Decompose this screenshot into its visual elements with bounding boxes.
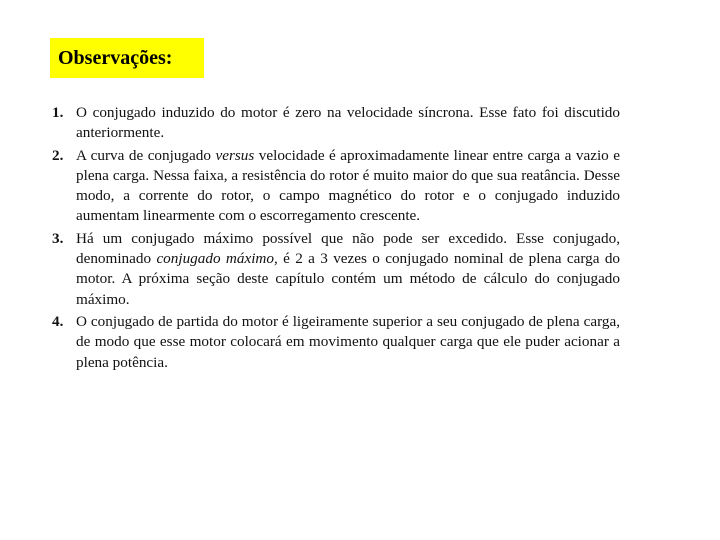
observation-text	[76, 313, 620, 371]
observation-number: 4.	[52, 312, 64, 330]
observation-text	[76, 147, 620, 225]
observation-item-4	[52, 312, 620, 373]
observations-list	[52, 103, 620, 375]
observation-number: 1.	[52, 104, 64, 121]
observation-item-3	[52, 229, 620, 310]
observation-text-segment: velocidade é aproximadamente linear entre carga a vazio e plena carga. Nessa faixa, a resistência do rotor é muito maior do que sua reatância. Desse modo, a corrente do rotor, o campo magnético do rotor e o conjugado induzido aumentam linearmente com o escorregamento crescente.	[76, 146, 620, 225]
observation-number: 3.	[52, 229, 64, 247]
observation-text-segment: , é 2 a 3 vezes o conjugado nominal de plena carga do motor. A próxima seção deste capítulo contém um método de cálculo do conjugado máximo.	[76, 250, 621, 308]
title-highlight-box	[50, 38, 204, 78]
observation-text	[76, 104, 620, 141]
observation-text-segment: O conjugado induzido do motor é zero na velocidade síncrona. Esse fato foi discutido anteriormente.	[76, 104, 620, 142]
observation-text-segment: Há um conjugado máximo possível que não pode ser excedido. Esse conjugado, denominado	[76, 229, 620, 268]
page-title: Observações:	[58, 46, 173, 69]
observation-number: 2.	[52, 146, 64, 164]
observation-italic-term: versus	[215, 146, 255, 164]
observation-text-segment: A curva de conjugado	[76, 146, 216, 164]
observation-text-segment: O conjugado de partida do motor é ligeiramente superior a seu conjugado de plena carga, de modo que esse motor colocará em movimento qualquer carga que ele puder acionar a plena potência.	[76, 312, 620, 371]
observation-italic-term: conjugado máximo	[156, 250, 274, 268]
observation-text	[76, 230, 620, 308]
observation-item-1	[52, 103, 620, 144]
observation-item-2	[52, 146, 620, 227]
